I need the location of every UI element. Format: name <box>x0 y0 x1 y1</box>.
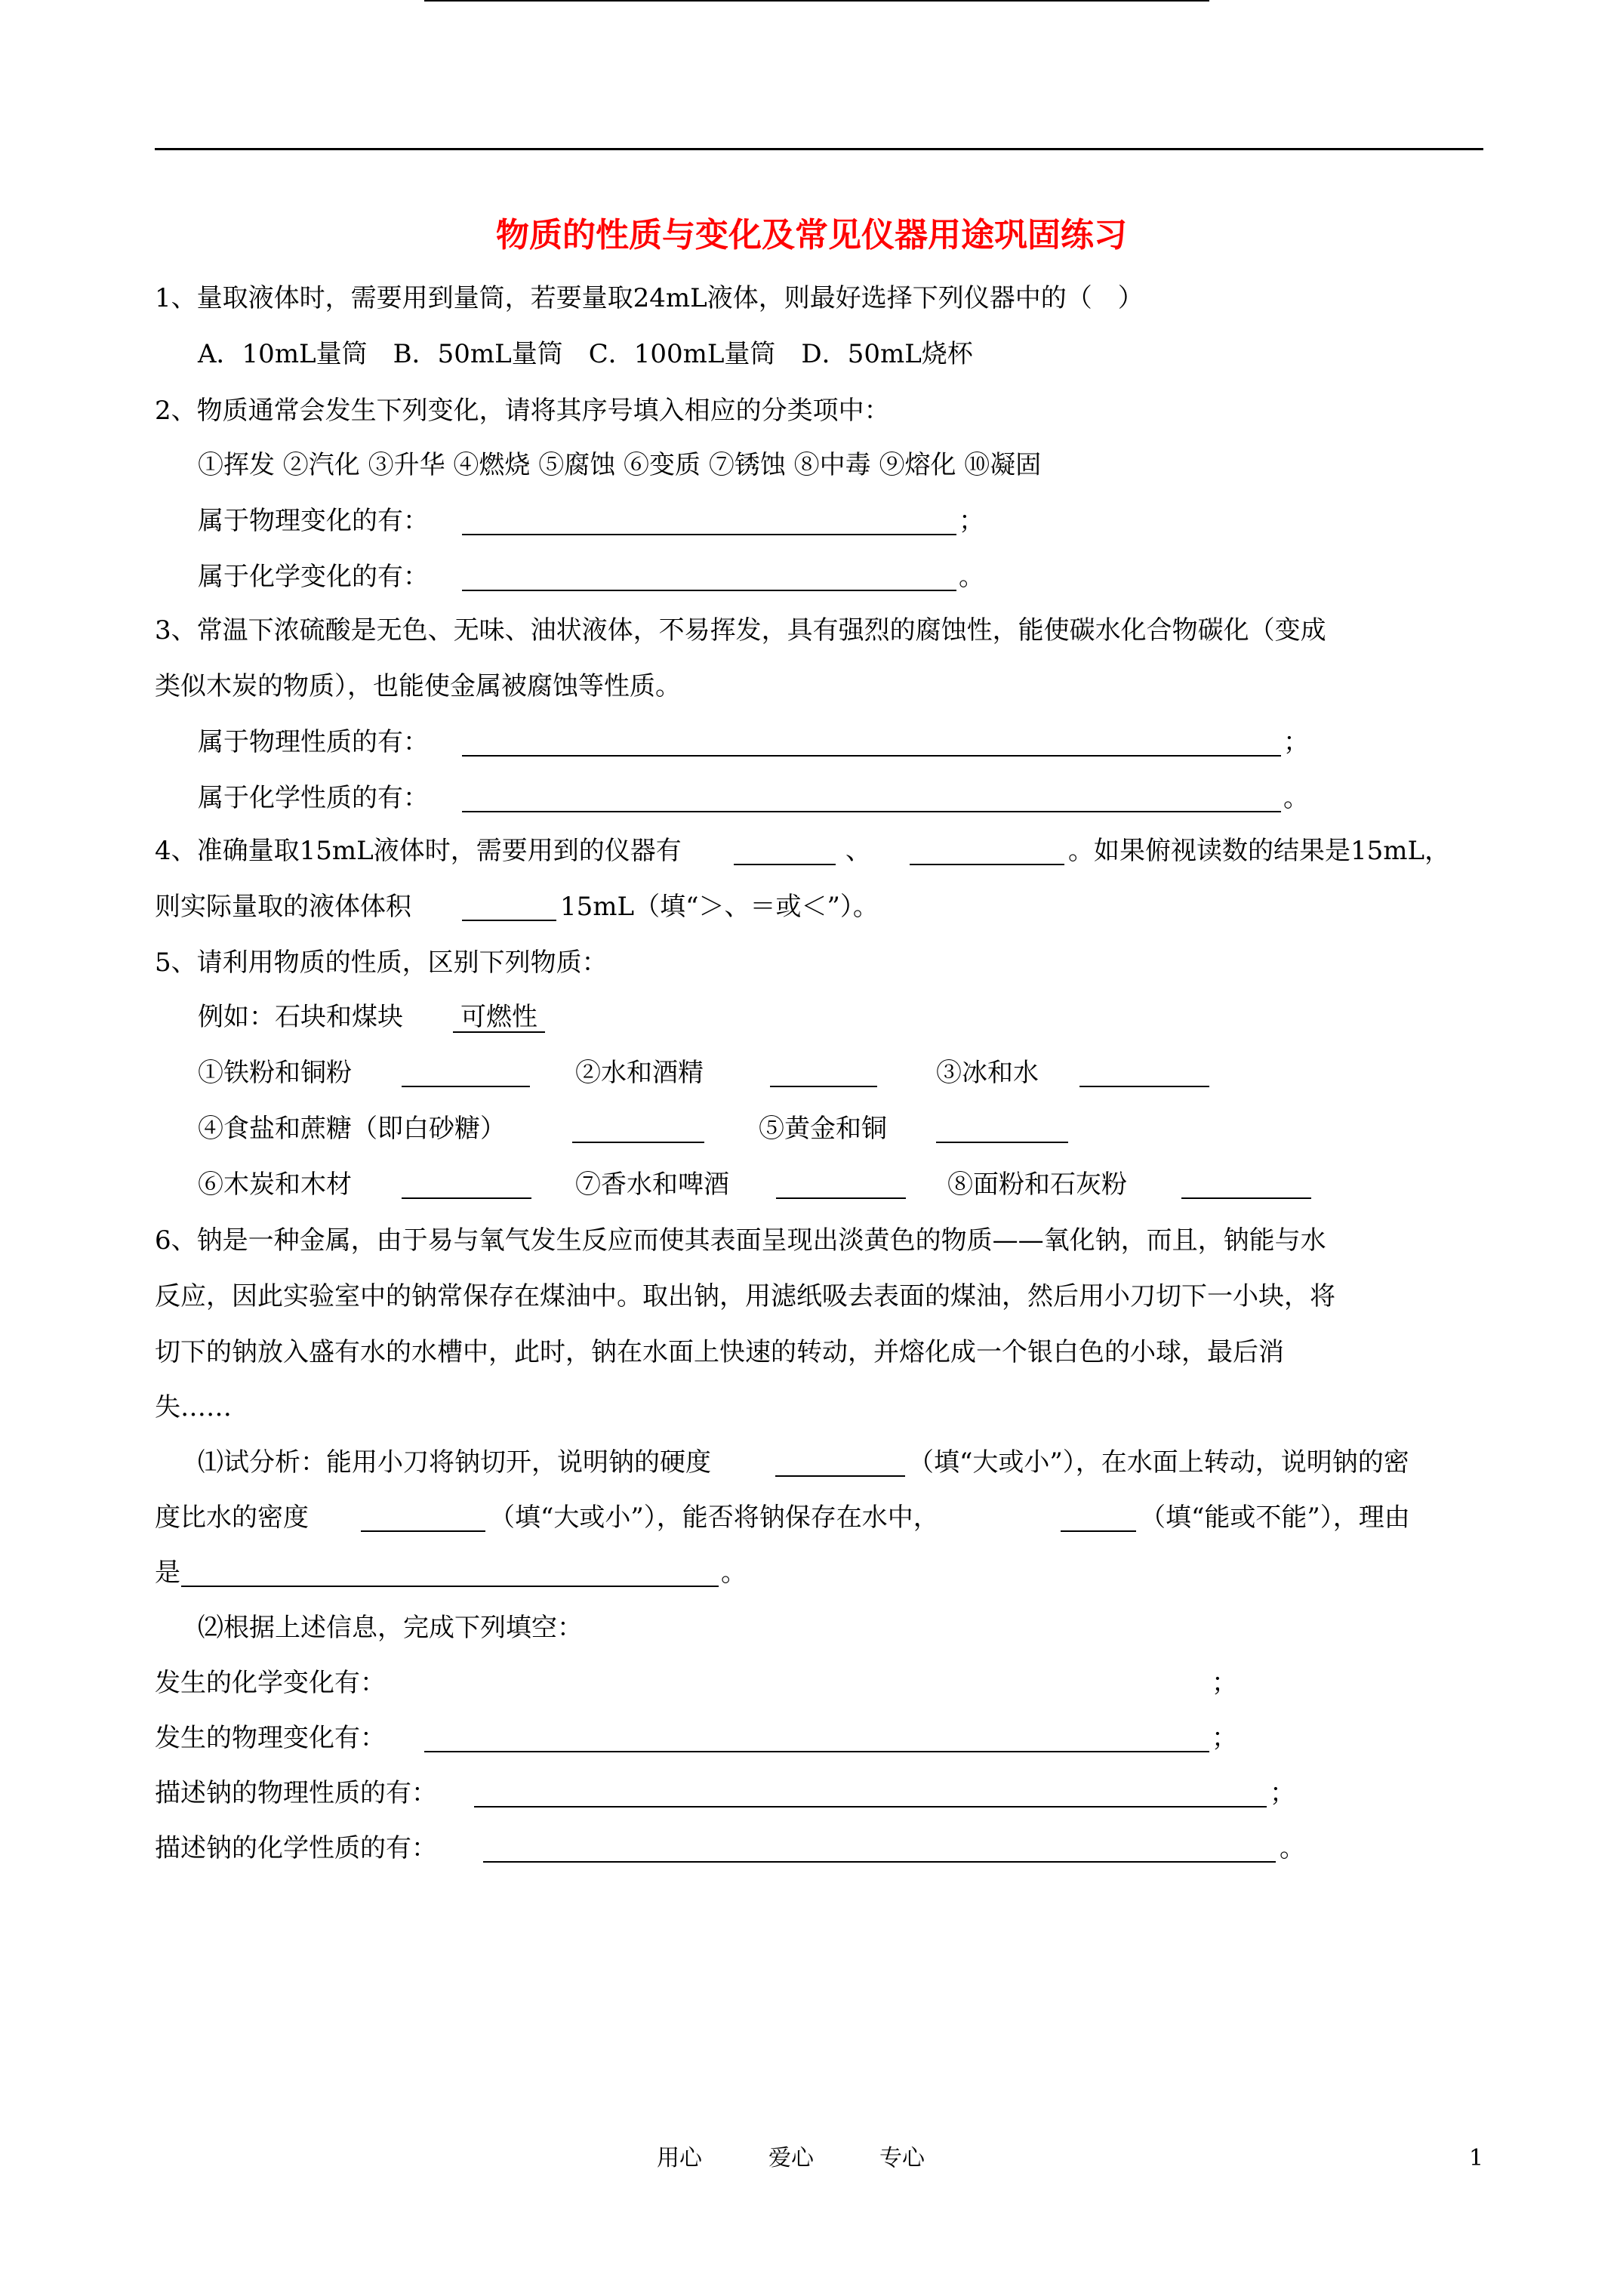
q5-item-8: ⑧面粉和石灰粉 <box>947 1170 1127 1200</box>
q6-phys-prop-blank[interactable] <box>474 1806 1267 1808</box>
q5-blank-2[interactable] <box>770 1086 877 1087</box>
q6-s2a: 度比水的密度 <box>155 1502 309 1533</box>
q1-options: A．10mL量筒 B．50mL量筒 C．100mL量筒 D．50mL烧杯 <box>198 339 973 369</box>
q5-example-label: 例如：石块和煤块 <box>198 1002 403 1032</box>
q6-chem-change-blank[interactable] <box>424 0 1209 2</box>
q5-example-answer: 可燃性 <box>453 1004 545 1033</box>
q3-physical-end: ； <box>1283 727 1309 757</box>
q3-line2: 类似木炭的物质），也能使金属被腐蚀等性质。 <box>155 671 681 701</box>
q5-blank-7[interactable] <box>776 1197 906 1199</box>
q6-hardness-blank[interactable] <box>775 1475 905 1477</box>
q6-s2c: （填“能或不能”），理由 <box>1140 1502 1410 1533</box>
q5-item-2: ②水和酒精 <box>575 1058 704 1088</box>
q5-blank-8[interactable] <box>1181 1197 1311 1199</box>
q4-blank-1[interactable] <box>734 864 836 865</box>
q5-blank-5[interactable] <box>936 1142 1068 1143</box>
q6-s1a: ⑴试分析：能用小刀将钠切开，说明钠的硬度 <box>198 1447 711 1478</box>
q6-sub2: ⑵根据上述信息，完成下列填空： <box>198 1613 583 1643</box>
q1-stem: 1、量取液体时，需要用到量筒，若要量取24mL液体，则最好选择下列仪器中的（ ） <box>155 283 1144 313</box>
q6-para-line3: 切下的钠放入盛有水的水槽中，此时，钠在水面上快速的转动，并熔化成一个银白色的小球，最后消 <box>155 1337 1284 1367</box>
q6-s1b: （填“大或小”），在水面上转动，说明钠的密 <box>908 1447 1409 1478</box>
q6-store-blank[interactable] <box>1061 1530 1136 1532</box>
q5-item-3: ③冰和水 <box>936 1058 1039 1088</box>
q5-blank-1[interactable] <box>402 1086 530 1087</box>
q6-phys-change-blank[interactable] <box>424 1751 1209 1752</box>
q3-line1: 3、常温下浓硫酸是无色、无味、油状液体，不易挥发，具有强烈的腐蚀性，能使碳水化合物碳化（变成 <box>155 615 1326 646</box>
q6-phys-prop-end: ； <box>1270 1778 1295 1808</box>
q3-physical-label: 属于物理性质的有： <box>198 727 429 757</box>
q6-chem-change-label: 发生的化学变化有： <box>155 1668 386 1698</box>
footer-word-2: 爱心 <box>768 2145 814 2171</box>
q6-phys-prop-label: 描述钠的物理性质的有： <box>155 1778 437 1808</box>
q3-chemical-label: 属于化学性质的有： <box>198 783 429 813</box>
q5-blank-6[interactable] <box>402 1197 531 1199</box>
q2-physical-label: 属于物理变化的有： <box>198 506 429 536</box>
q6-density-blank[interactable] <box>361 1530 485 1532</box>
q6-s3a: 是 <box>155 1558 180 1588</box>
page-title: 物质的性质与变化及常见仪器用途巩固练习 <box>496 216 1127 254</box>
q5-item-4: ④食盐和蔗糖（即白砂糖） <box>198 1114 506 1144</box>
q5-stem: 5、请利用物质的性质，区别下列物质： <box>155 948 608 978</box>
q2-items: ①挥发 ②汽化 ③升华 ④燃烧 ⑤腐蚀 ⑥变质 ⑦锈蚀 ⑧中毒 ⑨熔化 ⑩凝固 <box>198 450 1042 480</box>
q4-part2: 。如果俯视读数的结果是15mL， <box>1068 836 1451 866</box>
q6-s3b: 。 <box>721 1558 747 1588</box>
footer-word-3: 专心 <box>879 2145 925 2171</box>
q5-item-5: ⑤黄金和铜 <box>759 1114 887 1144</box>
q6-chem-prop-blank[interactable] <box>483 1861 1276 1863</box>
page-number: 1 <box>1469 2145 1484 2171</box>
q3-chemical-blank[interactable] <box>462 811 1281 812</box>
q5-blank-3[interactable] <box>1079 1086 1209 1087</box>
q5-blank-4[interactable] <box>572 1142 704 1143</box>
q2-stem: 2、物质通常会发生下列变化，请将其序号填入相应的分类项中： <box>155 396 890 426</box>
q4-part1: 4、准确量取15mL液体时，需要用到的仪器有 <box>155 836 682 866</box>
q3-physical-blank[interactable] <box>462 755 1281 757</box>
q6-para-line1: 6、钠是一种金属，由于易与氧气发生反应而使其表面呈现出淡黄色的物质——氧化钠，而且，钠能与水 <box>155 1225 1326 1256</box>
q2-chemical-label: 属于化学变化的有： <box>198 562 429 592</box>
q6-para-line4: 失…… <box>155 1392 232 1422</box>
q6-chem-prop-end: 。 <box>1280 1833 1305 1863</box>
q2-chemical-blank[interactable] <box>462 590 956 591</box>
q4-line2b: 15mL（填“＞、＝或＜”）。 <box>560 892 879 922</box>
q5-item-6: ⑥木炭和木材 <box>198 1170 352 1200</box>
q6-chem-prop-label: 描述钠的化学性质的有： <box>155 1833 437 1863</box>
q5-item-7: ⑦香水和啤酒 <box>575 1170 729 1200</box>
footer-word-1: 用心 <box>657 2145 702 2171</box>
q2-chemical-end: 。 <box>959 562 984 592</box>
q6-para-line2: 反应，因此实验室中的钠常保存在煤油中。取出钠，用滤纸吸去表面的煤油，然后用小刀切下一小块，将 <box>155 1281 1335 1311</box>
q6-reason-blank[interactable] <box>181 1586 719 1587</box>
q4-line2a: 则实际量取的液体体积 <box>155 892 411 922</box>
q6-phys-change-label: 发生的物理变化有： <box>155 1723 386 1753</box>
q4-blank-3[interactable] <box>462 920 556 921</box>
q4-blank-2[interactable] <box>910 864 1064 865</box>
q3-chemical-end: 。 <box>1283 783 1309 813</box>
header-rule <box>155 148 1483 150</box>
q4-sep: 、 <box>845 836 871 866</box>
q6-chem-change-end: ； <box>1212 1668 1237 1698</box>
q2-physical-end: ； <box>959 506 984 536</box>
q6-phys-change-end: ； <box>1212 1723 1237 1753</box>
q2-physical-blank[interactable] <box>462 534 956 535</box>
q6-s2b: （填“大或小”），能否将钠保存在水中， <box>489 1502 939 1533</box>
q5-item-1: ①铁粉和铜粉 <box>198 1058 352 1088</box>
